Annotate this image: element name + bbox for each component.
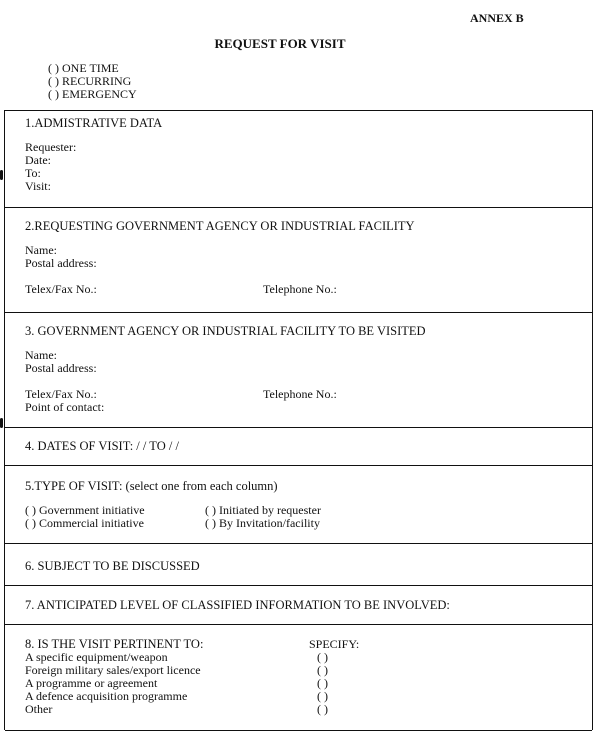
to-field[interactable]: To: [25, 166, 41, 180]
section-facility-visited [5, 313, 592, 428]
margin-mark [0, 418, 3, 428]
option-emergency[interactable]: ( ) EMERGENCY [48, 87, 137, 101]
section-1-heading: 1.ADMISTRATIVE DATA [25, 116, 163, 130]
item-foreign-military-sales: Foreign military sales/export licence [25, 663, 201, 677]
specify-checkbox-acquisition[interactable]: ( ) [317, 689, 328, 703]
item-specific-equipment: A specific equipment/weapon [25, 650, 168, 664]
option-by-invitation[interactable]: ( ) By Invitation/facility [205, 516, 320, 530]
requesting-telephone-field[interactable]: Telephone No.: [263, 282, 337, 296]
visit-field[interactable]: Visit: [25, 179, 51, 193]
date-field[interactable]: Date: [25, 153, 51, 167]
option-commercial-initiative[interactable]: ( ) Commercial initiative [25, 516, 144, 530]
visited-telephone-field[interactable]: Telephone No.: [263, 387, 337, 401]
option-one-time[interactable]: ( ) ONE TIME [48, 61, 119, 75]
option-initiated-by-requester[interactable]: ( ) Initiated by requester [205, 503, 321, 517]
request-form [4, 110, 593, 730]
visit-frequency-options [48, 62, 137, 101]
section-3-heading: 3. GOVERNMENT AGENCY OR INDUSTRIAL FACILITY TO BE VISITED [25, 324, 426, 338]
specify-checkbox-programme[interactable]: ( ) [317, 676, 328, 690]
section-subject [5, 544, 592, 586]
visited-postal-field[interactable]: Postal address: [25, 361, 97, 375]
requester-field[interactable]: Requester: [25, 140, 77, 154]
specify-checkbox-military-sales[interactable]: ( ) [317, 663, 328, 677]
item-defence-acquisition: A defence acquisition programme [25, 689, 188, 703]
specify-label: SPECIFY: [309, 637, 360, 651]
visited-telex-field[interactable]: Telex/Fax No.: [25, 387, 97, 401]
section-requesting-agency [5, 208, 592, 313]
item-other: Other [25, 702, 53, 716]
section-2-heading: 2.REQUESTING GOVERNMENT AGENCY OR INDUSTRIAL FACILITY [25, 219, 415, 233]
item-programme-agreement: A programme or agreement [25, 676, 158, 690]
requesting-telex-field[interactable]: Telex/Fax No.: [25, 282, 97, 296]
specify-checkbox-other[interactable]: ( ) [317, 702, 328, 716]
visited-name-field[interactable]: Name: [25, 348, 57, 362]
option-recurring[interactable]: ( ) RECURRING [48, 74, 132, 88]
section-pertinence [5, 625, 592, 731]
requesting-postal-field[interactable]: Postal address: [25, 256, 97, 270]
section-dates-of-visit [5, 428, 592, 466]
specify-checkbox-equipment[interactable]: ( ) [317, 650, 328, 664]
section-classified-level [5, 586, 592, 625]
requesting-name-field[interactable]: Name: [25, 243, 57, 257]
form-title: REQUEST FOR VISIT [214, 36, 346, 51]
margin-mark [0, 170, 3, 180]
subject-to-be-discussed-field[interactable]: 6. SUBJECT TO BE DISCUSSED [25, 559, 200, 573]
classified-level-field[interactable]: 7. ANTICIPATED LEVEL OF CLASSIFIED INFORMATION TO BE INVOLVED: [25, 598, 450, 612]
section-5-heading: 5.TYPE OF VISIT: (select one from each column) [25, 479, 278, 493]
annex-label: ANNEX B [470, 11, 524, 25]
dates-of-visit-field[interactable]: 4. DATES OF VISIT: / / TO / / [25, 439, 179, 453]
section-administrative-data [5, 111, 592, 208]
point-of-contact-field[interactable]: Point of contact: [25, 400, 105, 414]
section-8-heading: 8. IS THE VISIT PERTINENT TO: [25, 637, 204, 651]
option-government-initiative[interactable]: ( ) Government initiative [25, 503, 145, 517]
section-type-of-visit [5, 466, 592, 544]
